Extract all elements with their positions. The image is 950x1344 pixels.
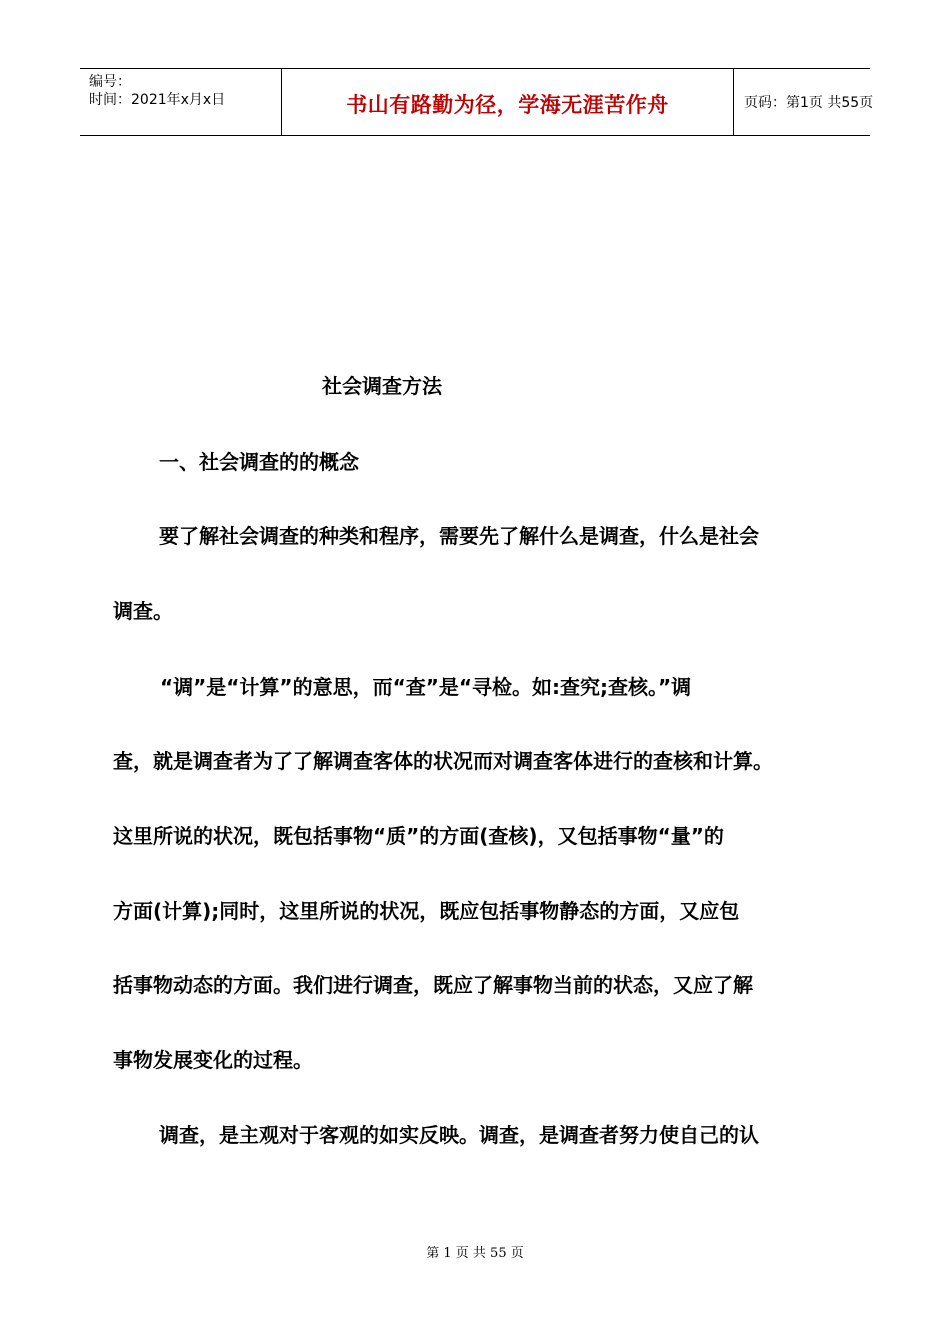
paragraph-line: “调”是“计算”的意思，而“查”是“寻检。如:查究;查核。”调 <box>160 675 692 699</box>
paragraph-line: 这里所说的状况，既包括事物“质”的方面(查核)，又包括事物“量”的 <box>113 824 724 848</box>
header-page-info: 页码：第1页 共55页 <box>744 95 874 111</box>
header-page-cell <box>734 69 874 135</box>
paragraph-line: 括事物动态的方面。我们进行调查，既应了解事物当前的状态，又应了解 <box>113 973 753 997</box>
header-motto-cell <box>281 69 734 135</box>
motto: 书山有路勤为径，学海无涯苦作舟 <box>346 92 669 117</box>
section-heading: 一、社会调查的的概念 <box>159 450 359 474</box>
header-meta-cell <box>80 69 281 135</box>
paragraph-line: 查，就是调查者为了了解调查客体的状况而对调查客体进行的查核和计算。 <box>113 749 773 773</box>
paragraph-line: 要了解社会调查的种类和程序，需要先了解什么是调查，什么是社会 <box>159 524 759 548</box>
number-label: 编号： <box>89 74 131 90</box>
document-title: 社会调查方法 <box>322 374 442 398</box>
document-header <box>80 68 874 136</box>
paragraph-line: 方面(计算);同时，这里所说的状况，既应包括事物静态的方面，又应包 <box>113 899 740 923</box>
paragraph-line: 调查。 <box>113 599 173 623</box>
page-footer: 第 1 页 共 55 页 <box>426 1246 524 1261</box>
paragraph-line: 事物发展变化的过程。 <box>113 1048 313 1072</box>
paragraph-line: 调查，是主观对于客观的如实反映。调查，是调查者努力使自己的认 <box>159 1123 759 1147</box>
date-line: 时间：2021年x月x日 <box>89 92 226 108</box>
